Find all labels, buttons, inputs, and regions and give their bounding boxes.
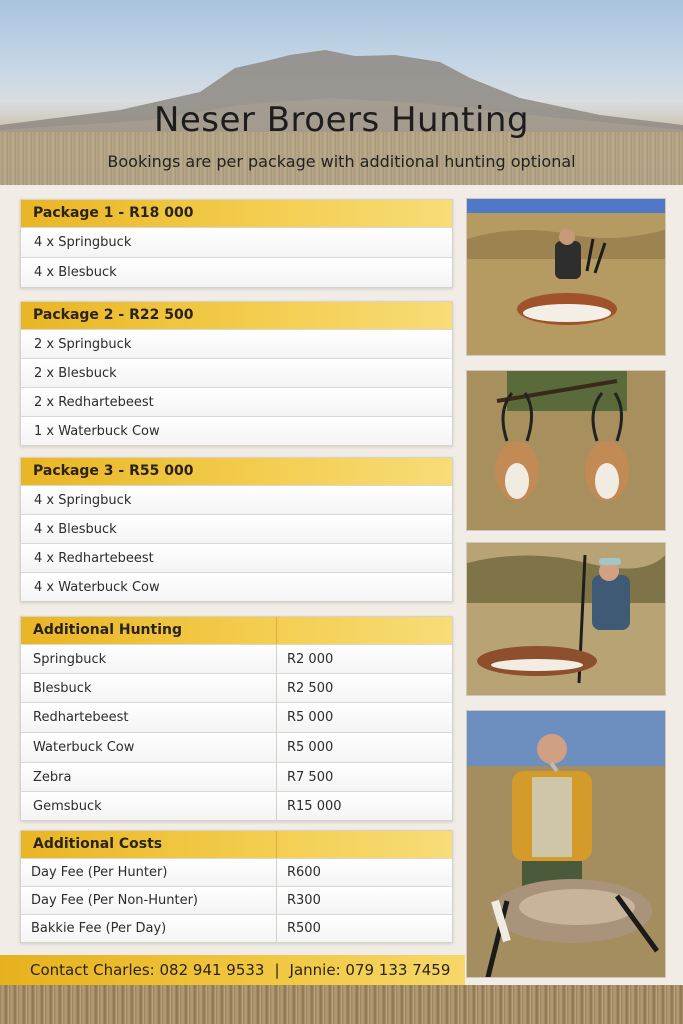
package-2-panel bbox=[20, 301, 453, 446]
table-row bbox=[21, 914, 452, 942]
cost-name: Day Fee (Per Hunter) bbox=[31, 865, 168, 880]
package-item: 2 x Redhartebeest bbox=[21, 387, 452, 416]
cost-price: R300 bbox=[276, 887, 452, 914]
table-row bbox=[21, 644, 452, 673]
hunter-blesbuck-icon bbox=[467, 543, 666, 696]
springbuck-trophies-icon bbox=[467, 371, 666, 531]
species-price: R15 000 bbox=[276, 792, 452, 820]
species-name: Redhartebeest bbox=[33, 710, 129, 725]
table-row bbox=[21, 886, 452, 914]
contact-bar bbox=[0, 955, 465, 985]
cost-name: Bakkie Fee (Per Day) bbox=[31, 921, 167, 936]
table-row bbox=[21, 858, 452, 886]
table-row bbox=[21, 702, 452, 732]
table-row bbox=[21, 791, 452, 820]
header-banner bbox=[0, 0, 683, 185]
additional-costs-header bbox=[21, 831, 452, 858]
hunter-photo-1 bbox=[466, 198, 666, 356]
package-2-title: Package 2 - R22 500 bbox=[21, 302, 452, 329]
cost-name: Day Fee (Per Non-Hunter) bbox=[31, 893, 198, 908]
hunter-photo-3 bbox=[466, 542, 666, 696]
additional-hunting-title: Additional Hunting bbox=[33, 622, 183, 638]
package-item: 1 x Waterbuck Cow bbox=[21, 416, 452, 445]
hunter-springbuck-icon bbox=[467, 199, 666, 356]
page-subtitle: Bookings are per package with additional hunting optional bbox=[107, 152, 576, 171]
contact-jannie[interactable]: Jannie: 079 133 7459 bbox=[289, 961, 451, 979]
table-row bbox=[21, 732, 452, 762]
species-price: R5 000 bbox=[276, 703, 452, 732]
species-name: Waterbuck Cow bbox=[33, 740, 135, 755]
hunter-photo-2 bbox=[466, 370, 666, 531]
hunter-photo-4 bbox=[466, 710, 666, 978]
additional-costs-panel bbox=[20, 830, 453, 943]
table-row bbox=[21, 762, 452, 791]
cost-price: R500 bbox=[276, 915, 452, 942]
package-item: 4 x Springbuck bbox=[21, 485, 452, 514]
package-item: 4 x Springbuck bbox=[21, 227, 452, 257]
page-title: Neser Broers Hunting bbox=[153, 100, 530, 140]
header-divider bbox=[276, 617, 452, 644]
species-name: Blesbuck bbox=[33, 680, 92, 696]
contact-charles[interactable]: Contact Charles: 082 941 9533 bbox=[30, 961, 265, 979]
additional-costs-title: Additional Costs bbox=[33, 836, 163, 852]
package-item: 4 x Blesbuck bbox=[21, 257, 452, 287]
species-name: Gemsbuck bbox=[33, 798, 102, 814]
species-price: R5 000 bbox=[276, 733, 452, 762]
package-1-title: Package 1 - R18 000 bbox=[21, 200, 452, 227]
additional-hunting-panel bbox=[20, 616, 453, 821]
species-name: Springbuck bbox=[33, 651, 107, 667]
species-price: R2 500 bbox=[276, 674, 452, 702]
species-price: R2 000 bbox=[276, 645, 452, 673]
cost-price: R600 bbox=[276, 859, 452, 886]
hunter-gemsbuck-icon bbox=[467, 711, 666, 978]
package-item: 4 x Waterbuck Cow bbox=[21, 572, 452, 601]
package-item: 2 x Blesbuck bbox=[21, 358, 452, 387]
ground-strip bbox=[0, 985, 683, 1024]
table-row bbox=[21, 673, 452, 702]
package-3-title: Package 3 - R55 000 bbox=[21, 458, 452, 485]
species-price: R7 500 bbox=[276, 763, 452, 791]
header-divider bbox=[276, 831, 452, 858]
package-item: 4 x Blesbuck bbox=[21, 514, 452, 543]
package-item: 4 x Redhartebeest bbox=[21, 543, 452, 572]
package-item: 2 x Springbuck bbox=[21, 329, 452, 358]
package-1-panel bbox=[20, 199, 453, 288]
contact-separator: | bbox=[274, 961, 280, 979]
package-3-panel bbox=[20, 457, 453, 602]
additional-hunting-header bbox=[21, 617, 452, 644]
species-name: Zebra bbox=[33, 769, 72, 785]
